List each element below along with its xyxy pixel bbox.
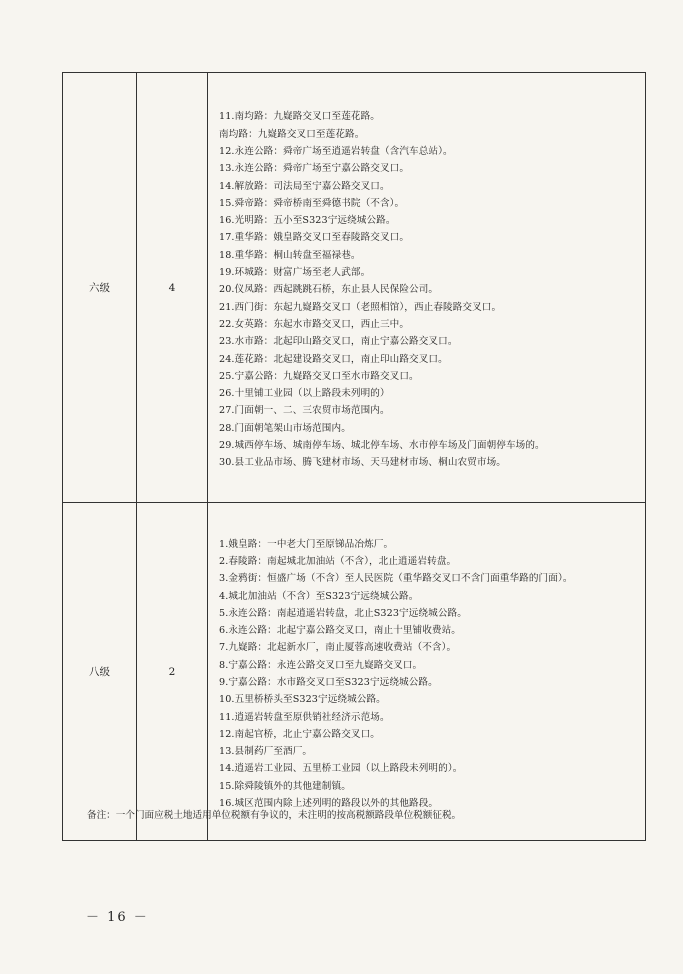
road-section-item: 18.重华路：桐山转盘至福禄巷。	[219, 249, 361, 261]
road-section-item: 5.永连公路：南起逍遥岩转盘，北止S323宁远绕城公路。	[219, 607, 467, 619]
page-number: － 16 －	[86, 910, 149, 925]
road-section-list	[219, 108, 639, 471]
road-section-item: 6.永连公路：北起宁嘉公路交叉口，南止十里铺收费站。	[219, 625, 462, 637]
road-section-item: 14.解放路：司法局至宁嘉公路交叉口。	[219, 180, 390, 192]
road-section-item: 8.宁嘉公路：永连公路交叉口至九嶷路交叉口。	[219, 659, 423, 671]
road-section-item: 13.永连公路：舜帝广场至宁嘉公路交叉口。	[219, 163, 410, 175]
table-row-grade-eight	[63, 503, 646, 841]
land-tax-grade-table	[62, 72, 646, 841]
road-section-item: 11.逍遥岩转盘至原供销社经济示范场。	[219, 711, 390, 723]
road-section-item: 14.逍遥岩工业园、五里桥工业园（以上路段未列明的）。	[219, 763, 463, 775]
grade-level-cell: 八级	[63, 503, 137, 841]
road-section-item: 15.舜帝路：舜帝桥南至舜德书院（不含）。	[219, 197, 405, 209]
road-section-item: 12.南起官桥，北止宁嘉公路交叉口。	[219, 728, 380, 740]
road-section-item: 28.门面朝笔架山市场范围内。	[219, 422, 351, 434]
road-section-item: 21.西门街：东起九嶷路交叉口（老照相馆），西止春陵路交叉口。	[219, 301, 502, 313]
road-section-item: 1.娥皇路：一中老大门至原锑品冶炼厂。	[219, 538, 394, 550]
road-section-item: 16.光明路：五小至S323宁远绕城公路。	[219, 215, 396, 227]
road-section-item: 3.金鸦街：恒盛广场（不含）至人民医院（重华路交叉口不含门面重华路的门面）。	[219, 573, 573, 585]
road-section-item: 30.县工业品市场、腾飞建材市场、天马建材市场、桐山农贸市场。	[219, 457, 506, 469]
road-section-item: 25.宁嘉公路：九嶷路交叉口至水市路交叉口。	[219, 370, 419, 382]
road-section-item: 22.女英路：东起水市路交叉口，西止三中。	[219, 318, 410, 330]
road-section-item: 26.十里铺工业园（以上路段未列明的）	[219, 388, 390, 400]
grade-level-cell: 六级	[63, 73, 137, 503]
road-section-list	[219, 536, 639, 813]
road-sections-cell	[208, 503, 646, 841]
road-section-item: 17.重华路：娥皇路交叉口至春陵路交叉口。	[219, 232, 410, 244]
road-section-item: 2.春陵路：南起城北加油站（不含），北止逍遥岩转盘。	[219, 555, 457, 567]
road-section-item: 13.县制药厂至酒厂。	[219, 746, 313, 758]
road-section-item: 南均路：九嶷路交叉口至莲花路。	[219, 128, 365, 140]
road-sections-cell	[208, 73, 646, 503]
road-section-item: 11.南均路：九嶷路交叉口至莲花路。	[219, 111, 380, 123]
remark-note: 备注：一个门面应税土地适用单位税额有争议的，未注明的按高税额路段单位税额征税。	[87, 810, 462, 821]
table-row-grade-six	[63, 73, 646, 503]
road-section-item: 15.除舜陵镇外的其他建制镇。	[219, 780, 351, 792]
road-section-item: 10.五里桥桥头至S323宁远绕城公路。	[219, 694, 386, 706]
road-section-item: 27.门面朝一、二、三农贸市场范围内。	[219, 405, 390, 417]
road-section-item: 16.城区范围内除上述列明的路段以外的其他路段。	[219, 798, 439, 810]
tax-amount-cell: 2	[137, 503, 208, 841]
road-section-item: 12.永连公路：舜帝广场至逍遥岩转盘（含汽车总站）。	[219, 145, 453, 157]
road-section-item: 29.城西停车场、城南停车场、城北停车场、水市停车场及门面朝停车场的。	[219, 440, 545, 452]
tax-amount-cell: 4	[137, 73, 208, 503]
road-section-item: 20.仪凤路：西起跳跳石桥，东止县人民保险公司。	[219, 284, 439, 296]
road-section-item: 9.宁嘉公路：水市路交叉口至S323宁远绕城公路。	[219, 677, 438, 688]
road-section-item: 7.九嶷路：北起新水厂，南止厦蓉高速收费站（不含）。	[219, 642, 457, 654]
road-section-item: 4.城北加油站（不含）至S323宁远绕城公路。	[219, 590, 419, 602]
road-section-item: 23.水市路：北起印山路交叉口，南止宁嘉公路交叉口。	[219, 336, 458, 348]
road-section-item: 24.莲花路：北起建设路交叉口，南止印山路交叉口。	[219, 353, 448, 365]
road-section-item: 19.环城路：财富广场至老人武部。	[219, 267, 371, 279]
